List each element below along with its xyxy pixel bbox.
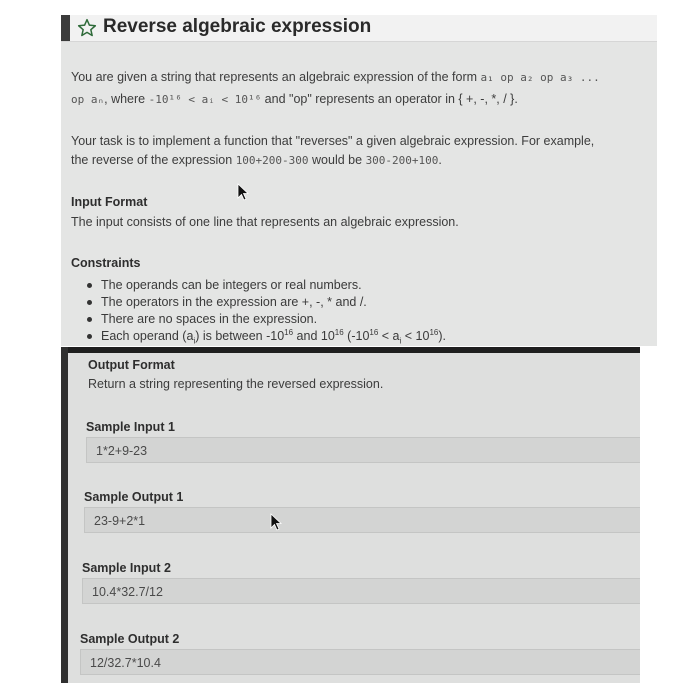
intro-form-code: a₁ op a₂ op a₃ ... [480,71,600,84]
constraints-list [79,277,446,345]
title-bar [61,15,657,42]
task-example-output: 300-200+100 [365,154,439,167]
mouse-cursor-icon [270,513,284,531]
task-prefix: the reverse of the expression [71,153,233,167]
intro-bounds-code: -10¹⁶ < aᵢ < 10¹⁶ [148,93,262,106]
sample-input-1-box[interactable]: 1*2+9-23 [86,437,640,463]
sample-output-2-label: Sample Output 2 [80,632,180,646]
output-format-text: Return a string representing the reversed expression. [88,377,384,391]
output-panel [61,347,640,683]
intro-line-2 [71,92,518,106]
panel-left-edge [61,347,68,683]
input-format-text: The input consists of one line that represents an algebraic expression. [71,215,459,229]
panel-top-edge [68,347,640,353]
sample-output-1-label: Sample Output 1 [84,490,184,504]
constraint-item: There are no spaces in the expression. [101,311,446,328]
constraint-item: The operators in the expression are +, -, * and /. [101,294,446,311]
problem-title: Reverse algebraic expression [103,16,372,37]
task-example-input: 100+200-300 [235,154,309,167]
constraint-item: The operands can be integers or real numbers. [101,277,446,294]
sample-input-2-label: Sample Input 2 [82,561,171,575]
intro-an-code: op aₙ [71,93,105,106]
intro-rest: and "op" represents an operator in { +, -, *, / }. [261,92,518,106]
sample-output-2-box[interactable]: 12/32.7*10.4 [80,649,640,675]
problem-panel [61,15,657,346]
intro-where: , where [104,92,146,106]
star-outline-icon[interactable] [77,18,97,38]
sample-input-2-box[interactable]: 10.4*32.7/12 [82,578,640,604]
input-format-heading: Input Format [71,195,148,209]
sample-input-1-label: Sample Input 1 [86,420,175,434]
constraint-item-operand-range: Each operand $(a_i)$ is between $-10^{16}$ and $10^{16}$ $(-10^{16} < a_i < 10^{16})$. [101,328,446,346]
intro-line-1 [71,70,600,84]
intro-text: You are given a string that represents an algebraic expression of the form [71,70,478,84]
title-bar-edge [61,15,70,41]
constraints-heading: Constraints [71,256,141,270]
task-would-be: would be [312,153,363,167]
output-format-heading: Output Format [88,358,175,372]
mouse-cursor-icon [237,183,251,201]
task-period: . [438,153,442,167]
task-line-2 [71,153,442,167]
task-line-1: Your task is to implement a function that "reverses" a given algebraic expression. For example, [71,134,595,148]
sample-output-1-box[interactable]: 23-9+2*1 [84,507,640,533]
